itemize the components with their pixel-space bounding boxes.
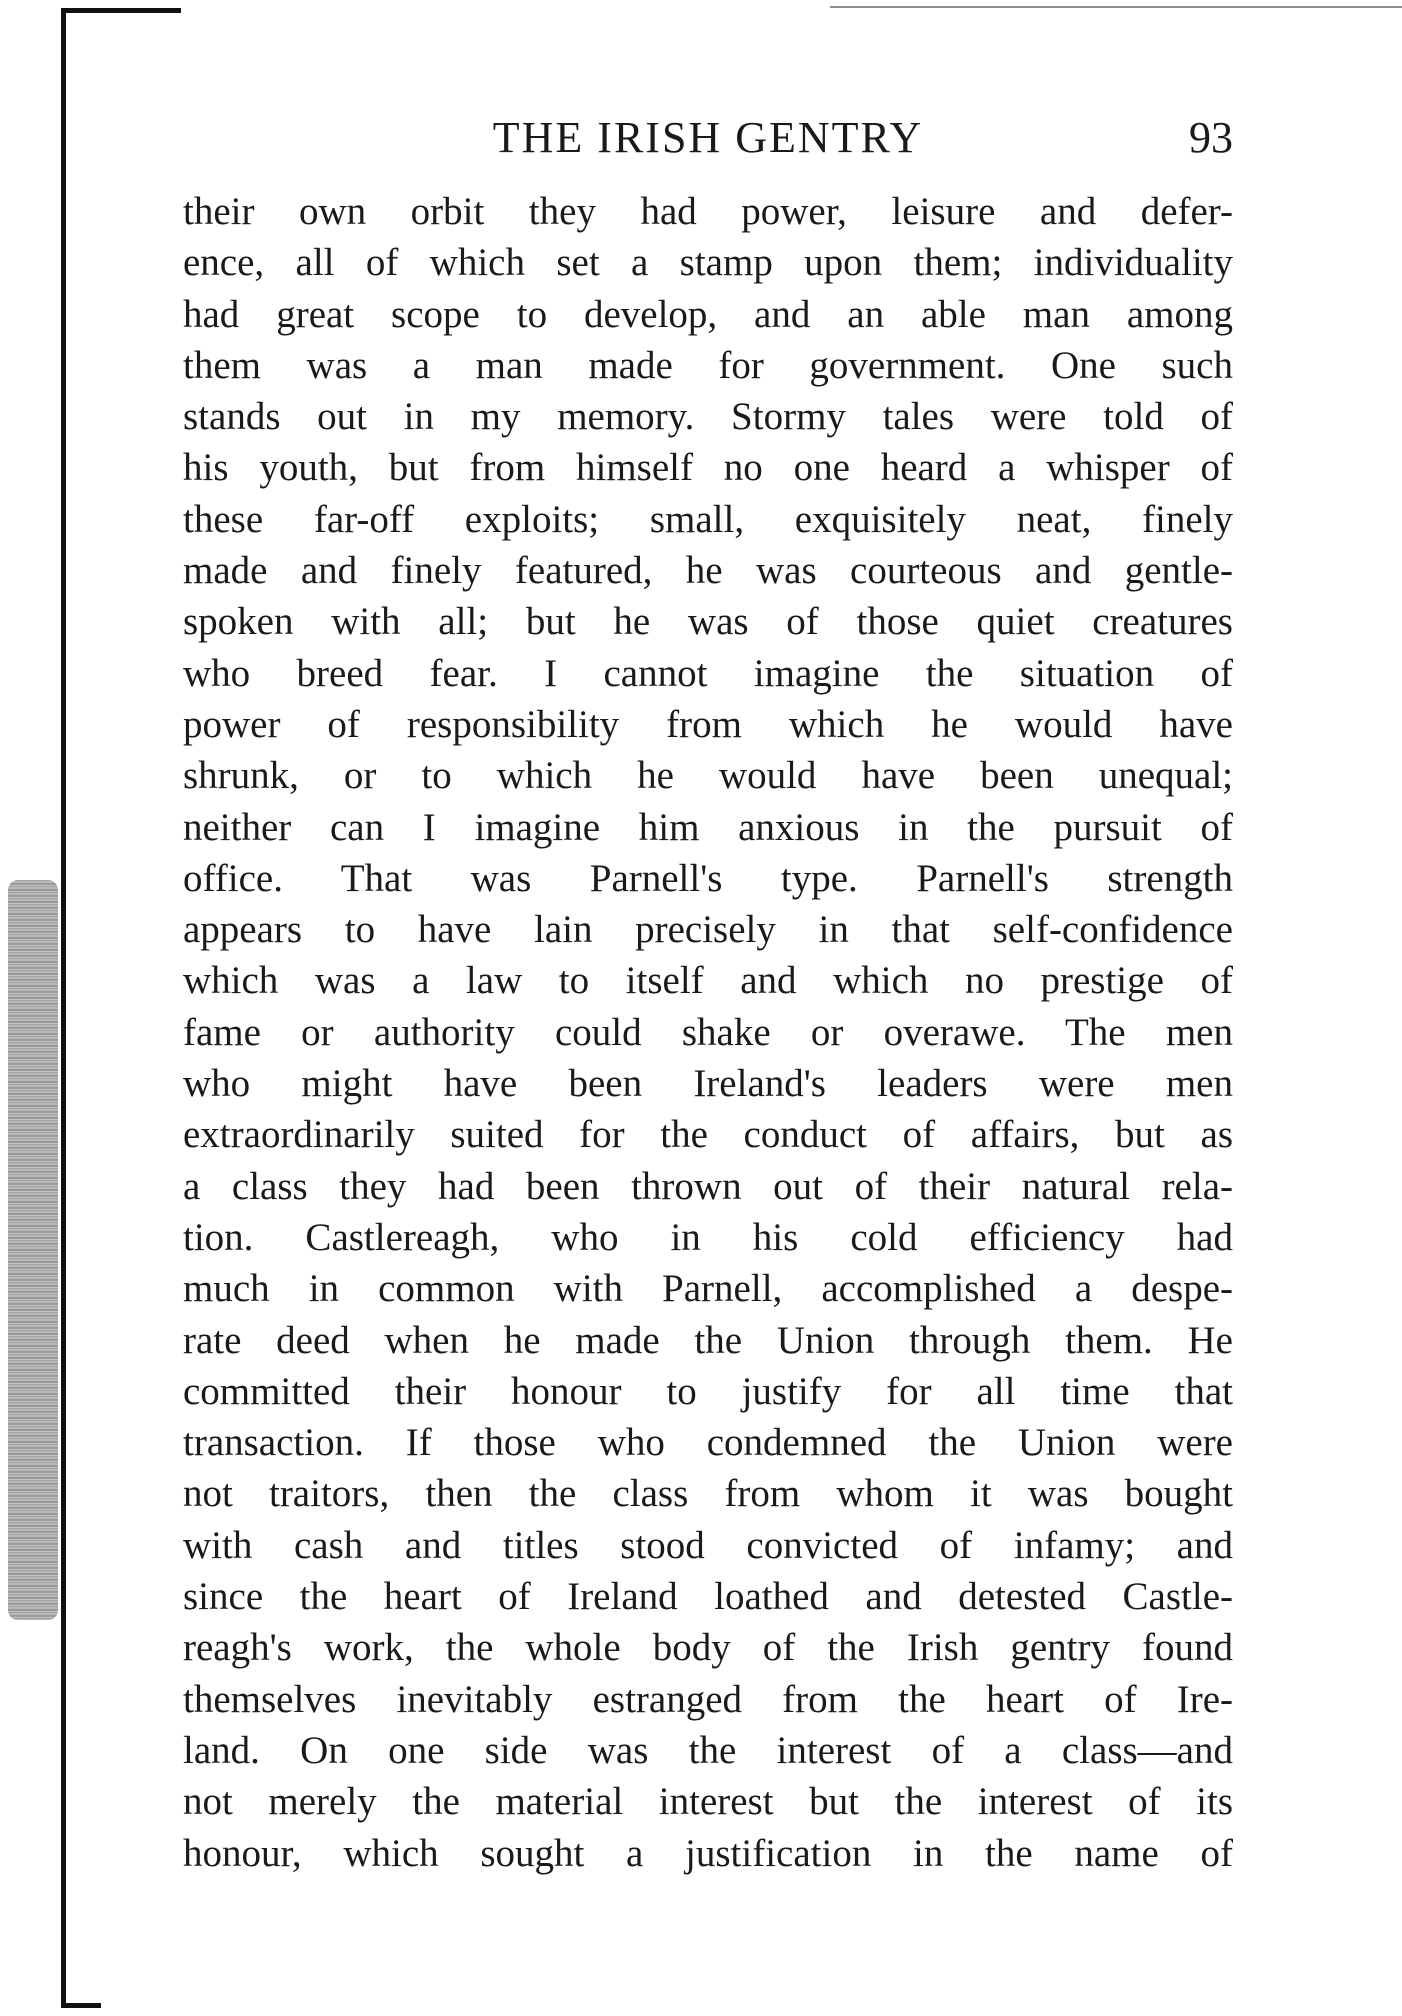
text-line: ence, all of which set a stamp upon them; individuality <box>183 241 1233 285</box>
text-line: land. On one side was the interest of a class—and <box>183 1728 1233 1772</box>
text-line: since the heart of Ireland loathed and detested Castle- <box>183 1575 1233 1619</box>
text-line: who might have been Ireland's leaders were men <box>183 1062 1233 1106</box>
text-line: themselves inevitably estranged from the heart of Ire- <box>183 1677 1233 1721</box>
text-line: which was a law to itself and which no prestige of <box>183 959 1233 1003</box>
text-line: spoken with all; but he was of those quiet creatures <box>183 600 1233 644</box>
binding-bar <box>61 8 66 2008</box>
text-line: much in common with Parnell, accomplished a despe- <box>183 1267 1233 1311</box>
text-line: made and finely featured, he was courteous and gentle- <box>183 549 1233 593</box>
body-text <box>183 186 1233 1879</box>
text-line: appears to have lain precisely in that self-confidence <box>183 908 1233 952</box>
binding-bottom-hook <box>61 2003 101 2008</box>
text-line: rate deed when he made the Union through them. He <box>183 1318 1233 1362</box>
text-line: transaction. If those who condemned the Union were <box>183 1421 1233 1465</box>
text-line: not merely the material interest but the interest of its <box>183 1780 1233 1824</box>
text-line: with cash and titles stood convicted of infamy; and <box>183 1523 1233 1567</box>
text-line: them was a man made for government. One such <box>183 343 1233 387</box>
page-edge-shadow <box>8 880 58 1620</box>
text-line: committed their honour to justify for all time that <box>183 1369 1233 1413</box>
text-line: office. That was Parnell's type. Parnell's strength <box>183 856 1233 900</box>
text-line: extraordinarily suited for the conduct of affairs, but as <box>183 1113 1233 1157</box>
text-line: stands out in my memory. Stormy tales were told of <box>183 395 1233 439</box>
text-line: honour, which sought a justification in the name of <box>183 1831 1233 1875</box>
scan-top-rule <box>830 6 1402 8</box>
text-line: reagh's work, the whole body of the Irish gentry found <box>183 1626 1233 1670</box>
running-title: THE IRISH GENTRY <box>492 113 924 162</box>
text-line: who breed fear. I cannot imagine the situation of <box>183 651 1233 695</box>
text-line: tion. Castlereagh, who in his cold efficiency had <box>183 1215 1233 1259</box>
text-line: these far-off exploits; small, exquisitely neat, finely <box>183 497 1233 541</box>
text-line: his youth, but from himself no one heard a whisper of <box>183 446 1233 490</box>
text-line: had great scope to develop, and an able man among <box>183 292 1233 336</box>
page-number: 93 <box>1189 113 1233 162</box>
text-line: not traitors, then the class from whom it was bought <box>183 1472 1233 1516</box>
text-line: neither can I imagine him anxious in the pursuit of <box>183 805 1233 849</box>
text-line: power of responsibility from which he would have <box>183 702 1233 746</box>
text-line: their own orbit they had power, leisure and defer- <box>183 190 1233 233</box>
book-page <box>183 108 1233 1879</box>
running-head <box>183 108 1233 168</box>
text-line: fame or authority could shake or overawe. The men <box>183 1010 1233 1054</box>
book-binding-edge <box>58 8 67 2008</box>
binding-top-hook <box>61 8 181 13</box>
text-line: shrunk, or to which he would have been unequal; <box>183 754 1233 798</box>
text-line: a class they had been thrown out of their natural rela- <box>183 1164 1233 1208</box>
